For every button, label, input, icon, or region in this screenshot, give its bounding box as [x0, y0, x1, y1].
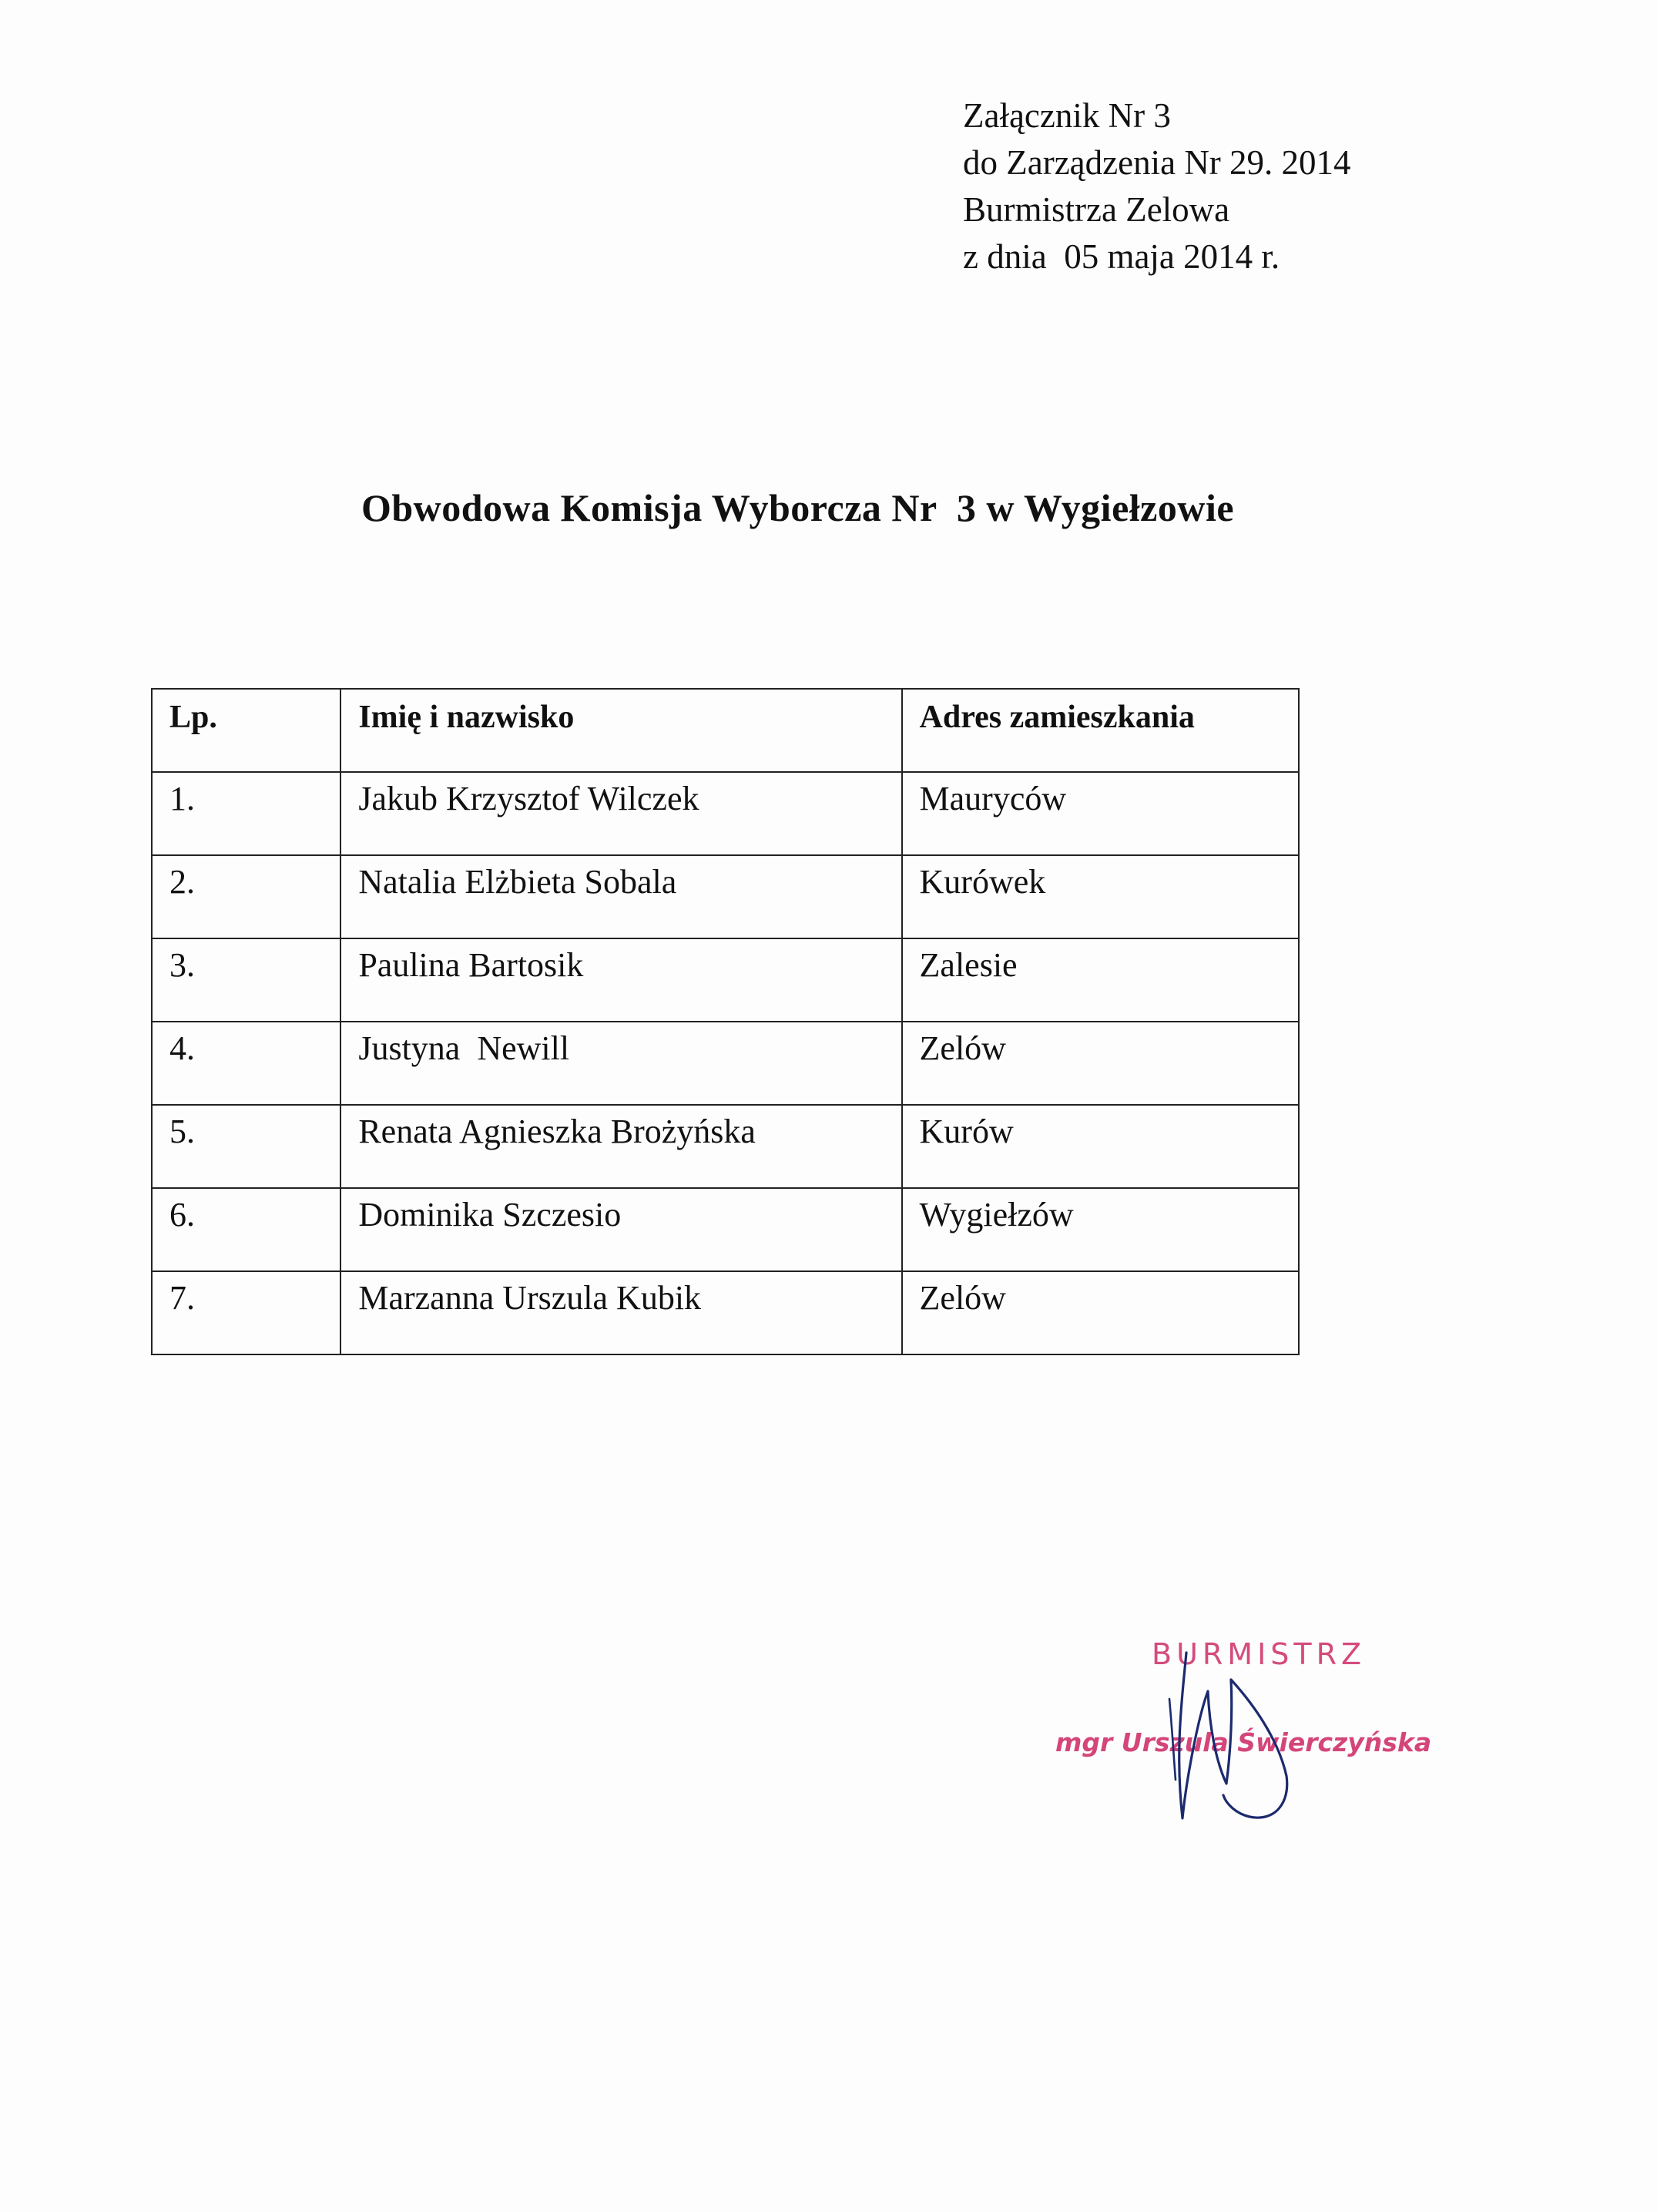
cell-name: Jakub Krzysztof Wilczek [340, 772, 901, 855]
issuer: Burmistrza Zelowa [963, 190, 1230, 229]
cell-name: Dominika Szczesio [340, 1188, 901, 1271]
cell-name: Natalia Elżbieta Sobala [340, 855, 901, 938]
cell-lp: 5. [152, 1105, 340, 1188]
table-row [152, 772, 1299, 855]
issue-date: z dnia 05 maja 2014 r. [963, 237, 1280, 276]
cell-address: Wygiełzów [902, 1188, 1299, 1271]
cell-address: Kurówek [902, 855, 1299, 938]
cell-address: Mauryców [902, 772, 1299, 855]
table-row [152, 1271, 1299, 1354]
ordinance-reference: do Zarządzenia Nr 29. 2014 [963, 143, 1351, 182]
document-title-wrapper [0, 485, 1657, 530]
cell-address: Zelów [902, 1271, 1299, 1354]
cell-name: Justyna Newill [340, 1022, 901, 1105]
attachment-header [963, 92, 1351, 280]
stamp-name: mgr Urszula Świerczyńska [1055, 1727, 1432, 1757]
cell-lp: 7. [152, 1271, 340, 1354]
cell-name: Paulina Bartosik [340, 938, 901, 1022]
cell-name: Renata Agnieszka Brożyńska [340, 1105, 901, 1188]
mayor-stamp-and-signature [1025, 1626, 1502, 1857]
signature-stroke-secondary [1169, 1699, 1176, 1780]
cell-lp: 4. [152, 1022, 340, 1105]
column-header-name: Imię i nazwisko [340, 689, 901, 772]
column-header-address: Adres zamieszkania [902, 689, 1299, 772]
cell-address: Zalesie [902, 938, 1299, 1022]
table-row [152, 938, 1299, 1022]
table-row [152, 1105, 1299, 1188]
table-row [152, 855, 1299, 938]
cell-address: Zelów [902, 1022, 1299, 1105]
table-header-row [152, 689, 1299, 772]
cell-lp: 3. [152, 938, 340, 1022]
stamp-title: BURMISTRZ [1152, 1637, 1367, 1671]
document-title: Obwodowa Komisja Wyborcza Nr 3 w Wygiełzowie [361, 486, 1235, 529]
table-row [152, 1022, 1299, 1105]
attachment-number: Załącznik Nr 3 [963, 96, 1171, 135]
cell-lp: 6. [152, 1188, 340, 1271]
handwritten-signature [1025, 1626, 1502, 1857]
table-row [152, 1188, 1299, 1271]
cell-name: Marzanna Urszula Kubik [340, 1271, 901, 1354]
commission-members-table [151, 688, 1300, 1355]
cell-lp: 1. [152, 772, 340, 855]
cell-address: Kurów [902, 1105, 1299, 1188]
cell-lp: 2. [152, 855, 340, 938]
signature-stroke-main [1179, 1653, 1287, 1818]
column-header-lp: Lp. [152, 689, 340, 772]
